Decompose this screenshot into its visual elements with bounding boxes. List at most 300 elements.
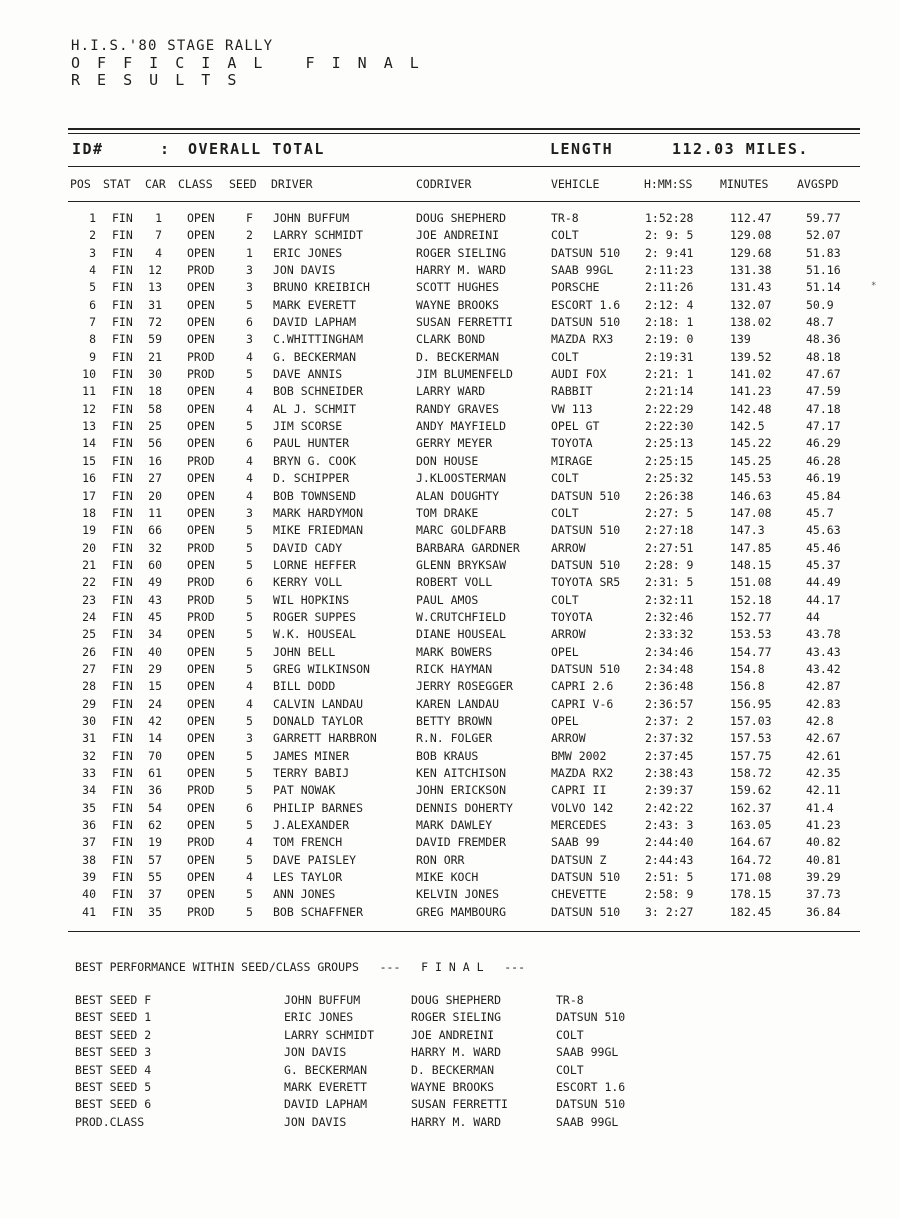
- cell-class: OPEN: [187, 211, 215, 225]
- best-row: [0, 1010, 900, 1027]
- table-row: [0, 541, 900, 558]
- cell-class: PROD: [187, 540, 215, 555]
- cell-time: 2:19:31: [645, 349, 694, 364]
- cell-seed: 4: [246, 870, 253, 885]
- cell-pos: 8: [89, 332, 96, 347]
- cell-seed: 4: [246, 401, 253, 416]
- cell-class: OPEN: [187, 870, 215, 885]
- cell-time: 2:27:18: [645, 523, 694, 538]
- cell-codr: ROBERT VOLL: [416, 575, 493, 590]
- table-row: [0, 523, 900, 540]
- cell-veh: TOYOTA SR5: [551, 575, 621, 590]
- cell-car: 4: [155, 245, 162, 260]
- cell-stat: FIN: [112, 505, 133, 520]
- cell-class: OPEN: [187, 228, 215, 243]
- cell-min: 139: [730, 332, 751, 347]
- col-codriver: CODRIVER: [416, 177, 472, 191]
- cell-drv: ERIC JONES: [273, 245, 343, 260]
- cell-drv: D. SCHIPPER: [273, 471, 350, 486]
- cell-veh: PORSCHE: [551, 280, 600, 295]
- cell-pos: 16: [82, 471, 96, 486]
- cell-veh: ARROW: [551, 731, 586, 746]
- cell-stat: FIN: [112, 245, 133, 260]
- cell-codr: JOHN ERICKSON: [416, 783, 507, 798]
- cell-seed: 5: [246, 540, 253, 555]
- cell-drv: JAMES MINER: [273, 748, 350, 763]
- cell-veh: DATSUN 510: [551, 523, 621, 538]
- cell-car: 35: [148, 904, 162, 919]
- cell-car: 56: [148, 436, 162, 451]
- cell-drv: MARK EVERETT: [273, 297, 357, 312]
- cell-avg: 40.82: [806, 835, 841, 850]
- cell-codr: DON HOUSE: [416, 453, 479, 468]
- cell-car: 21: [148, 349, 162, 364]
- cell-pos: 6: [89, 297, 96, 312]
- cell-veh: MAZDA RX2: [551, 766, 614, 780]
- cell-car: 42: [148, 713, 162, 728]
- cell-seed: 5: [246, 904, 253, 919]
- cell-pos: 19: [82, 523, 96, 538]
- cell-seed: 6: [246, 800, 253, 815]
- cell-avg: 51.14: [806, 280, 841, 295]
- cell-min: 131.38: [730, 263, 772, 278]
- section-banner: [72, 140, 862, 162]
- cell-codr: ROGER SIELING: [416, 245, 507, 260]
- cell-veh: TOYOTA: [551, 436, 593, 451]
- cell-car: 72: [148, 315, 162, 330]
- cell-min: 157.53: [730, 731, 772, 746]
- cell-veh: TOYOTA: [551, 609, 593, 624]
- cell-pos: 13: [82, 419, 96, 434]
- results-heading: R E S U L T S: [71, 71, 241, 89]
- cell-car: 19: [148, 835, 162, 850]
- cell-stat: FIN: [112, 835, 133, 850]
- cell-seed: 5: [246, 644, 253, 659]
- cell-pos: 9: [89, 349, 96, 364]
- best-row: [0, 1080, 900, 1097]
- cell-car: 29: [148, 661, 162, 676]
- best-row: [0, 1115, 900, 1132]
- cell-min: 142.48: [730, 401, 772, 416]
- best-cell-drv: DAVID LAPHAM: [284, 1097, 368, 1112]
- cell-veh: CAPRI 2.6: [551, 679, 614, 694]
- cell-min: 156.8: [730, 679, 765, 694]
- cell-time: 2:44:43: [645, 852, 694, 867]
- cell-drv: C.WHITTINGHAM: [273, 332, 364, 347]
- table-row: [0, 731, 900, 748]
- cell-avg: 42.61: [806, 748, 841, 763]
- cell-drv: LES TAYLOR: [273, 870, 343, 885]
- cell-stat: FIN: [112, 540, 133, 555]
- event-name: H.I.S.'80 STAGE RALLY: [71, 38, 274, 54]
- cell-min: 145.25: [730, 453, 772, 468]
- table-row: [0, 506, 900, 523]
- cell-drv: JON DAVIS: [273, 263, 336, 278]
- cell-codr: CLARK BOND: [416, 332, 486, 347]
- id-label: ID#: [72, 140, 104, 158]
- cell-drv: GREG WILKINSON: [273, 661, 370, 676]
- best-row: [0, 1045, 900, 1062]
- cell-veh: COLT: [551, 505, 579, 520]
- cell-seed: 5: [246, 557, 253, 572]
- best-cell-drv: JON DAVIS: [284, 1114, 347, 1129]
- cell-car: 66: [148, 523, 162, 538]
- cell-veh: AUDI FOX: [551, 367, 607, 382]
- cell-avg: 51.16: [806, 263, 841, 278]
- cell-avg: 51.83: [806, 245, 841, 260]
- cell-car: 25: [148, 419, 162, 434]
- cell-seed: 5: [246, 766, 253, 780]
- cell-time: 2:22:29: [645, 401, 694, 416]
- best-cell-codr: D. BECKERMAN: [411, 1062, 495, 1077]
- cell-time: 2:32:46: [645, 609, 694, 624]
- cell-car: 57: [148, 852, 162, 867]
- cell-veh: VW 113: [551, 401, 593, 416]
- cell-car: 13: [148, 280, 162, 295]
- cell-car: 37: [148, 887, 162, 902]
- cell-stat: FIN: [112, 401, 133, 416]
- cell-min: 147.85: [730, 540, 772, 555]
- top-rule-thin: [68, 133, 860, 134]
- cell-pos: 25: [82, 627, 96, 642]
- cell-drv: DAVID CADY: [273, 540, 343, 555]
- cell-time: 2:34:46: [645, 644, 694, 659]
- cell-class: OPEN: [187, 315, 215, 330]
- cell-min: 145.22: [730, 436, 772, 451]
- cell-avg: 45.37: [806, 557, 841, 572]
- cell-time: 2: 9:41: [645, 245, 694, 260]
- cell-drv: W.K. HOUSEAL: [273, 627, 357, 642]
- cell-drv: MARK HARDYMON: [273, 505, 364, 520]
- best-cell-drv: MARK EVERETT: [284, 1079, 368, 1094]
- cell-car: 18: [148, 384, 162, 399]
- cell-min: 139.52: [730, 349, 772, 364]
- cell-veh: MERCEDES: [551, 818, 607, 833]
- stray-mark: *: [871, 281, 877, 291]
- cell-time: 2:37:32: [645, 731, 694, 746]
- cell-avg: 47.18: [806, 401, 841, 416]
- cell-min: 171.08: [730, 870, 772, 885]
- cell-class: PROD: [187, 367, 215, 382]
- cell-car: 55: [148, 870, 162, 885]
- cell-codr: GLENN BRYKSAW: [416, 557, 507, 572]
- cell-min: 129.68: [730, 245, 772, 260]
- cell-time: 2:21: 1: [645, 367, 694, 382]
- cell-veh: COLT: [551, 592, 579, 607]
- cell-pos: 26: [82, 644, 96, 659]
- best-cell-lab: BEST SEED 2: [75, 1027, 152, 1042]
- cell-pos: 22: [82, 575, 96, 590]
- cell-drv: BRYN G. COOK: [273, 453, 357, 468]
- cell-avg: 42.83: [806, 696, 841, 711]
- cell-time: 2:11:26: [645, 280, 694, 295]
- cell-pos: 23: [82, 592, 96, 607]
- best-cell-codr: DOUG SHEPHERD: [411, 993, 502, 1007]
- cell-drv: BOB SCHNEIDER: [273, 384, 364, 399]
- cell-avg: 48.18: [806, 349, 841, 364]
- cell-pos: 29: [82, 696, 96, 711]
- cell-codr: GREG MAMBOURG: [416, 904, 507, 919]
- cell-codr: BOB KRAUS: [416, 748, 479, 763]
- cell-min: 157.75: [730, 748, 772, 763]
- cell-avg: 43.42: [806, 661, 841, 676]
- cell-codr: DIANE HOUSEAL: [416, 627, 507, 642]
- cell-car: 40: [148, 644, 162, 659]
- cell-seed: 6: [246, 575, 253, 590]
- cell-class: OPEN: [187, 766, 215, 780]
- cell-stat: FIN: [112, 367, 133, 382]
- cell-pos: 18: [82, 505, 96, 520]
- cell-min: 156.95: [730, 696, 772, 711]
- cell-avg: 46.29: [806, 436, 841, 451]
- col-vehicle: VEHICLE: [551, 177, 600, 191]
- cell-pos: 39: [82, 870, 96, 885]
- cell-codr: RANDY GRAVES: [416, 401, 500, 416]
- col-stat: STAT: [103, 177, 131, 191]
- cell-min: 132.07: [730, 297, 772, 312]
- cell-time: 2:42:22: [645, 800, 694, 815]
- best-cell-veh: COLT: [556, 1062, 584, 1077]
- cell-min: 164.72: [730, 852, 772, 867]
- cell-car: 58: [148, 401, 162, 416]
- cell-avg: 42.67: [806, 731, 841, 746]
- results-table: [0, 211, 900, 922]
- cell-seed: 4: [246, 384, 253, 399]
- cell-min: 154.77: [730, 644, 772, 659]
- cell-avg: 45.63: [806, 523, 841, 538]
- cell-seed: 3: [246, 332, 253, 347]
- cell-min: 153.53: [730, 627, 772, 642]
- cell-class: OPEN: [187, 245, 215, 260]
- cell-pos: 11: [82, 384, 96, 399]
- cell-class: OPEN: [187, 419, 215, 434]
- cell-car: 24: [148, 696, 162, 711]
- table-row: [0, 350, 900, 367]
- table-row: [0, 887, 900, 904]
- cell-car: 43: [148, 592, 162, 607]
- cell-class: PROD: [187, 263, 215, 278]
- cell-class: OPEN: [187, 401, 215, 416]
- cell-stat: FIN: [112, 800, 133, 815]
- cell-codr: BETTY BROWN: [416, 713, 493, 728]
- cell-avg: 42.8: [806, 713, 834, 728]
- cell-time: 2:19: 0: [645, 332, 694, 347]
- best-cell-codr: HARRY M. WARD: [411, 1045, 502, 1060]
- best-cell-lab: PROD.CLASS: [75, 1114, 145, 1129]
- cell-stat: FIN: [112, 818, 133, 833]
- cell-avg: 36.84: [806, 904, 841, 919]
- cell-stat: FIN: [112, 870, 133, 885]
- cell-car: 20: [148, 488, 162, 503]
- cell-veh: CHEVETTE: [551, 887, 607, 902]
- col-minutes: MINUTES: [720, 177, 769, 191]
- cell-stat: FIN: [112, 748, 133, 763]
- table-row: [0, 489, 900, 506]
- cell-pos: 7: [89, 315, 96, 330]
- cell-seed: 5: [246, 609, 253, 624]
- cell-time: 2:25:32: [645, 471, 694, 486]
- cell-min: 142.5: [730, 419, 765, 434]
- best-cell-lab: BEST SEED 3: [75, 1045, 152, 1060]
- cell-car: 36: [148, 783, 162, 798]
- best-cell-veh: DATSUN 510: [556, 1010, 626, 1025]
- cell-veh: RABBIT: [551, 384, 593, 399]
- cell-stat: FIN: [112, 557, 133, 572]
- cell-car: 70: [148, 748, 162, 763]
- table-row: [0, 454, 900, 471]
- cell-seed: 5: [246, 627, 253, 642]
- cell-min: 131.43: [730, 280, 772, 295]
- cell-time: 2:12: 4: [645, 297, 694, 312]
- cell-seed: 3: [246, 731, 253, 746]
- cell-avg: 37.73: [806, 887, 841, 902]
- cell-time: 2:37: 2: [645, 713, 694, 728]
- table-row: [0, 575, 900, 592]
- cell-min: 148.15: [730, 557, 772, 572]
- cell-pos: 14: [82, 436, 96, 451]
- table-row: [0, 263, 900, 280]
- cell-seed: 5: [246, 661, 253, 676]
- cell-class: PROD: [187, 453, 215, 468]
- best-cell-veh: SAAB 99GL: [556, 1114, 619, 1129]
- cell-stat: FIN: [112, 679, 133, 694]
- table-row: [0, 558, 900, 575]
- cell-avg: 47.67: [806, 367, 841, 382]
- cell-pos: 27: [82, 661, 96, 676]
- cell-codr: W.CRUTCHFIELD: [416, 609, 507, 624]
- cell-codr: BARBARA GARDNER: [416, 540, 520, 555]
- cell-stat: FIN: [112, 384, 133, 399]
- cell-drv: PAT NOWAK: [273, 783, 336, 798]
- cell-car: 54: [148, 800, 162, 815]
- cell-seed: 5: [246, 713, 253, 728]
- col-time: H:MM:SS: [644, 177, 693, 191]
- cell-pos: 36: [82, 818, 96, 833]
- cell-avg: 52.07: [806, 228, 841, 243]
- cell-min: 147.3: [730, 523, 765, 538]
- cell-codr: WAYNE BROOKS: [416, 297, 500, 312]
- cell-pos: 17: [82, 488, 96, 503]
- cell-seed: 3: [246, 505, 253, 520]
- cell-veh: ARROW: [551, 627, 586, 642]
- cell-car: 61: [148, 766, 162, 780]
- cell-pos: 12: [82, 401, 96, 416]
- cell-class: OPEN: [187, 679, 215, 694]
- table-row: [0, 679, 900, 696]
- cell-class: PROD: [187, 609, 215, 624]
- best-row: [0, 1097, 900, 1114]
- cell-stat: FIN: [112, 713, 133, 728]
- length-label: LENGTH: [550, 140, 614, 158]
- cell-time: 2:27: 5: [645, 505, 694, 520]
- cell-min: 163.05: [730, 818, 772, 833]
- cell-min: 152.18: [730, 592, 772, 607]
- header-rule: [68, 201, 860, 202]
- best-cell-drv: JON DAVIS: [284, 1045, 347, 1060]
- cell-class: OPEN: [187, 557, 215, 572]
- cell-veh: COLT: [551, 471, 579, 486]
- cell-seed: 5: [246, 748, 253, 763]
- best-cell-veh: ESCORT 1.6: [556, 1079, 626, 1094]
- cell-avg: 42.87: [806, 679, 841, 694]
- cell-veh: ARROW: [551, 540, 586, 555]
- cell-veh: DATSUN 510: [551, 870, 621, 885]
- best-cell-codr: HARRY M. WARD: [411, 1114, 502, 1129]
- cell-seed: 5: [246, 592, 253, 607]
- cell-veh: CAPRI II: [551, 783, 607, 798]
- cell-class: OPEN: [187, 818, 215, 833]
- cell-min: 164.67: [730, 835, 772, 850]
- cell-drv: CALVIN LANDAU: [273, 696, 364, 711]
- table-row: [0, 367, 900, 384]
- best-cell-drv: LARRY SCHMIDT: [284, 1027, 375, 1042]
- cell-avg: 48.7: [806, 315, 834, 330]
- cell-time: 2:51: 5: [645, 870, 694, 885]
- cell-drv: KERRY VOLL: [273, 575, 343, 590]
- cell-class: OPEN: [187, 280, 215, 295]
- cell-min: 162.37: [730, 800, 772, 815]
- cell-pos: 30: [82, 713, 96, 728]
- table-row: [0, 593, 900, 610]
- cell-min: 151.08: [730, 575, 772, 590]
- cell-drv: PAUL HUNTER: [273, 436, 350, 451]
- cell-seed: 4: [246, 453, 253, 468]
- table-row: [0, 471, 900, 488]
- cell-veh: DATSUN 510: [551, 315, 621, 330]
- cell-car: 16: [148, 453, 162, 468]
- cell-stat: FIN: [112, 436, 133, 451]
- cell-class: PROD: [187, 592, 215, 607]
- cell-seed: 4: [246, 679, 253, 694]
- cell-car: 14: [148, 731, 162, 746]
- cell-car: 60: [148, 557, 162, 572]
- cell-codr: R.N. FOLGER: [416, 731, 493, 746]
- cell-car: 31: [148, 297, 162, 312]
- cell-codr: RON ORR: [416, 852, 465, 867]
- cell-time: 2:32:11: [645, 592, 694, 607]
- cell-pos: 31: [82, 731, 96, 746]
- cell-codr: KEN AITCHISON: [416, 766, 507, 780]
- cell-codr: HARRY M. WARD: [416, 263, 507, 278]
- cell-stat: FIN: [112, 609, 133, 624]
- cell-avg: 44.17: [806, 592, 841, 607]
- cell-car: 30: [148, 367, 162, 382]
- cell-class: OPEN: [187, 713, 215, 728]
- best-cell-codr: ROGER SIELING: [411, 1010, 502, 1025]
- cell-min: 138.02: [730, 315, 772, 330]
- cell-drv: DAVID LAPHAM: [273, 315, 357, 330]
- cell-class: OPEN: [187, 384, 215, 399]
- cell-drv: JIM SCORSE: [273, 419, 343, 434]
- best-row: [0, 1028, 900, 1045]
- cell-veh: COLT: [551, 349, 579, 364]
- cell-class: OPEN: [187, 800, 215, 815]
- table-row: [0, 697, 900, 714]
- length-value: 112.03 MILES.: [672, 140, 809, 158]
- cell-time: 2:39:37: [645, 783, 694, 798]
- cell-min: 154.8: [730, 661, 765, 676]
- cell-drv: BILL DODD: [273, 679, 336, 694]
- cell-class: PROD: [187, 349, 215, 364]
- cell-avg: 48.36: [806, 332, 841, 347]
- cell-veh: DATSUN Z: [551, 852, 607, 867]
- col-pos: POS: [70, 177, 91, 191]
- cell-stat: FIN: [112, 332, 133, 347]
- cell-avg: 50.9: [806, 297, 834, 312]
- cell-stat: FIN: [112, 627, 133, 642]
- cell-avg: 43.78: [806, 627, 841, 642]
- cell-avg: 44.49: [806, 575, 841, 590]
